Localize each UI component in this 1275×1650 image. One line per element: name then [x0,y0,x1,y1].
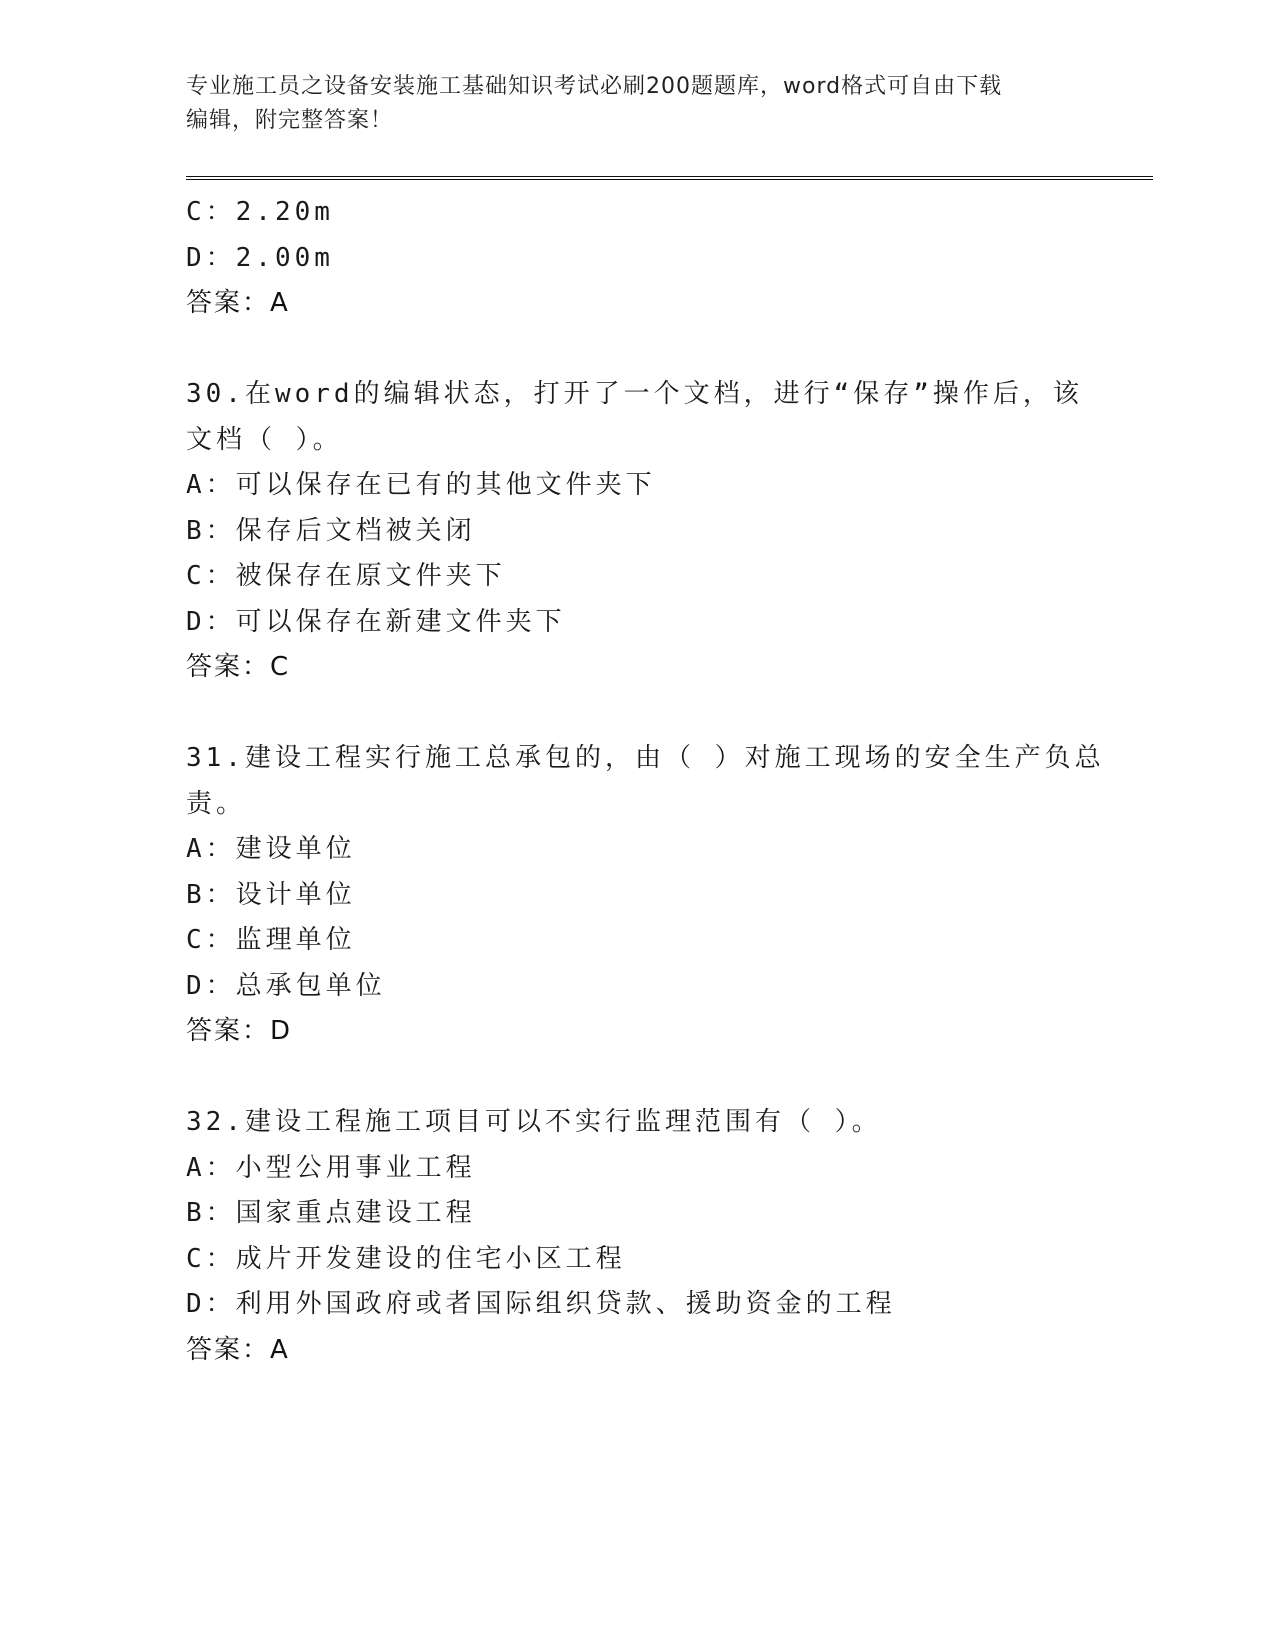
header-title-line-2: 编辑，附完整答案！ [186,108,394,133]
question-stem-continued: 文档（ ）。 [186,424,343,455]
option-d: D：可以保存在新建文件夹下 [186,606,566,637]
option-a: A：建设单位 [186,834,356,864]
option-a: A：小型公用事业工程 [186,1152,476,1183]
spacer [186,1055,1066,1101]
header-title-line-1: 专业施工员之设备安装施工基础知识考试必刷200题题库，word格式可自由下载 [186,74,1003,99]
answer-line: 答案：C [186,652,291,682]
answer-line: 答案：D [186,1016,293,1046]
question-stem-continued: 责。 [186,788,247,819]
spacer [186,691,1066,737]
partial-question [186,190,1066,327]
page-header [186,70,1066,138]
option-b: B：国家重点建设工程 [186,1198,476,1228]
question-stem: 31.建设工程实行施工总承包的，由（ ）对施工现场的安全生产负总 [186,743,1105,773]
question-31 [186,736,1105,1055]
question-30 [186,372,1083,691]
option-b: B：保存后文档被关闭 [186,515,476,546]
question-32 [186,1100,1066,1373]
header-divider [186,176,1153,180]
option-d: D：利用外国政府或者国际组织贷款、援助资金的工程 [186,1289,896,1319]
option-d: D：总承包单位 [186,970,386,1001]
document-body [186,190,1105,1373]
spacer [186,327,1066,373]
option-b: B：设计单位 [186,879,356,910]
option-d: D：2.00m [186,242,334,273]
option-c: C：2.20m [186,197,334,227]
question-stem: 30.在word的编辑状态，打开了一个文档，进行“保存”操作后，该 [186,379,1083,409]
option-c: C：监理单位 [186,925,356,955]
option-c: C：成片开发建设的住宅小区工程 [186,1243,626,1274]
option-c: C：被保存在原文件夹下 [186,561,506,591]
answer-line: 答案：A [186,1334,290,1365]
question-stem: 32.建设工程施工项目可以不实行监理范围有（ ）。 [186,1107,882,1137]
option-a: A：可以保存在已有的其他文件夹下 [186,470,656,500]
answer-line: 答案：A [186,288,290,318]
